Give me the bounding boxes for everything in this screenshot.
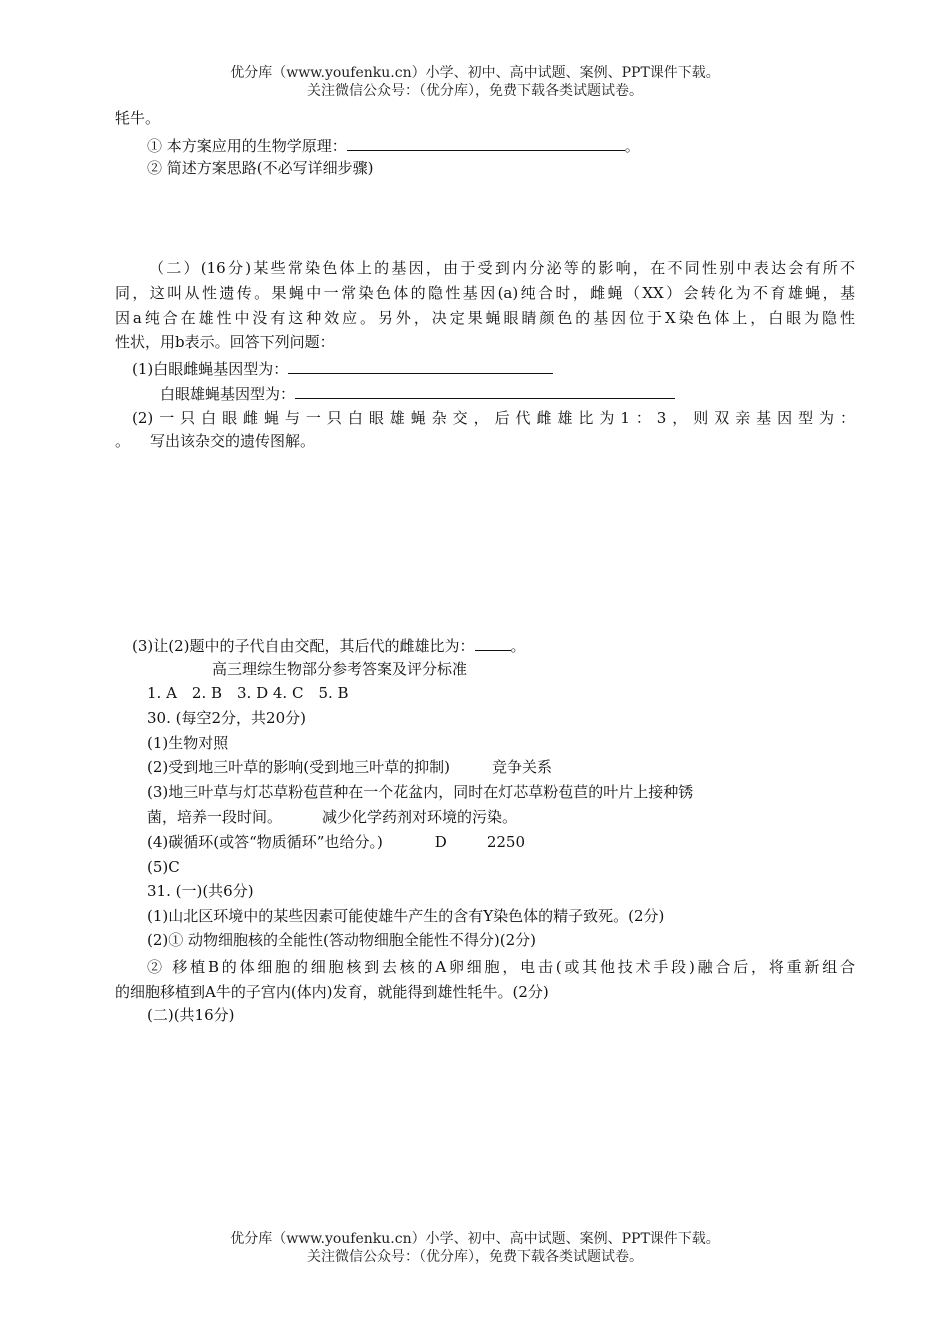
- answer-30-1: (1)生物对照: [147, 734, 229, 752]
- part-2-paragraph: [115, 256, 855, 355]
- question-1: [147, 134, 640, 156]
- answer-31-3-line: 的细胞移植到A牛的子宫内(体内)发育，就能得到雄性牦牛。(2分): [115, 982, 549, 1001]
- sub-question-2-line: (2)一只白眼雌蝇与一只白眼雄蝇杂交，后代雌雄比为1：3，则双亲基因型为：: [132, 409, 855, 427]
- answer-30-3-b: [147, 807, 517, 827]
- answer-30-5: (5)C: [147, 858, 180, 876]
- answer-30-heading: 30. (每空2分，共20分): [147, 709, 306, 727]
- answer-30-2: [147, 757, 552, 777]
- header-line-1: 优分库（www.youfenku.cn）小学、初中、高中试题、案例、PPT课件下载。: [230, 65, 720, 81]
- answer-30-4: [147, 832, 525, 852]
- answer-31-heading: 31. (一)(共6分): [147, 882, 254, 900]
- sub-question-1-male-text: 白眼雄蝇基因型为：: [160, 385, 296, 403]
- page-header: [0, 64, 950, 100]
- answer-30-2-b: 竞争关系: [491, 758, 552, 776]
- sub-question-3-text: (3)让(2)题中的子代自由交配，其后代的雌雄比为：: [132, 637, 475, 655]
- answer-31-2: (2)① 动物细胞核的全能性(答动物细胞全能性不得分)(2分): [147, 931, 536, 949]
- answer-31-3-line: ② 移植B的体细胞的细胞核到去核的A卵细胞，电击(或其他技术手段)融合后，将重新组合: [147, 958, 855, 976]
- footer-line-2: 关注微信公众号：（优分库），免费下载各类试题试卷。: [307, 1249, 643, 1265]
- answer-31-part-2: (二)(共16分): [147, 1006, 235, 1024]
- answer-30-3-b-text: 菌，培养一段时间。: [147, 808, 283, 826]
- sub-question-1-male: [160, 382, 675, 404]
- answer-blank: [295, 382, 675, 399]
- sub-question-1-female: [132, 357, 553, 379]
- answer-31-1: (1)山北区环境中的某些因素可能使雄牛产生的含有Y染色体的精子致死。(2分): [147, 907, 665, 925]
- question-1-text: ① 本方案应用的生物学原理：: [147, 137, 347, 155]
- part-2-line: 同，这叫从性遗传。果蝇中一常染色体的隐性基因(a)纯合时，雌蝇（XX）会转化为不育雄蝇，基: [115, 283, 855, 302]
- question-1-end: 。: [624, 137, 640, 155]
- answers-title: 高三理综生物部分参考答案及评分标准: [212, 660, 468, 678]
- answer-30-2-a: (2)受到地三叶草的影响(受到地三叶草的抑制): [147, 758, 450, 776]
- answer-blank: [475, 634, 511, 651]
- question-2: ② 简述方案思路(不必写详细步骤): [147, 159, 374, 177]
- answer-30-4-b: D: [434, 833, 447, 851]
- answer-blank: [347, 134, 625, 151]
- part-2-line: （二）(16分)某些常染色体上的基因，由于受到内分泌等的影响，在不同性别中表达会有所不: [149, 259, 855, 277]
- answer-30-3-c: 减少化学药剂对环境的污染。: [322, 808, 518, 826]
- answer-30-4-c: 2250: [486, 833, 526, 851]
- page-footer: [0, 1230, 950, 1266]
- sub-question-2-line2: [115, 431, 315, 451]
- answer-31-3: [115, 955, 855, 1005]
- sub-question-1-female-text: (1)白眼雌蝇基因型为：: [132, 360, 289, 378]
- question-continuation: 牦牛。: [115, 109, 161, 127]
- answers-mc: 1. A 2. B 3. D 4. C 5. B: [147, 684, 349, 702]
- answer-30-4-a: (4)碳循环(或答“物质循环”也给分。): [147, 833, 383, 851]
- answer-30-3-a: (3)地三叶草与灯芯草粉苞苣种在一个花盆内，同时在灯芯草粉苞苣的叶片上接种锈: [147, 783, 694, 801]
- sub-question-2: [132, 406, 855, 431]
- sub-question-3-end: 。: [510, 637, 526, 655]
- part-2-line: 因a纯合在雄性中没有这种效应。另外，决定果蝇眼睛颜色的基因位于X染色体上，白眼为隐性: [115, 308, 855, 327]
- part-2-line: 性状，用b表示。回答下列问题：: [115, 333, 335, 352]
- header-line-2: 关注微信公众号：（优分库），免费下载各类试题试卷。: [307, 83, 643, 99]
- sub-question-3: [132, 634, 526, 656]
- answer-blank: [288, 357, 553, 374]
- sub-question-2-end: 。: [115, 432, 131, 450]
- sub-question-2-instruction: 写出该杂交的遗传图解。: [150, 432, 316, 450]
- footer-line-1: 优分库（www.youfenku.cn）小学、初中、高中试题、案例、PPT课件下载。: [230, 1231, 720, 1247]
